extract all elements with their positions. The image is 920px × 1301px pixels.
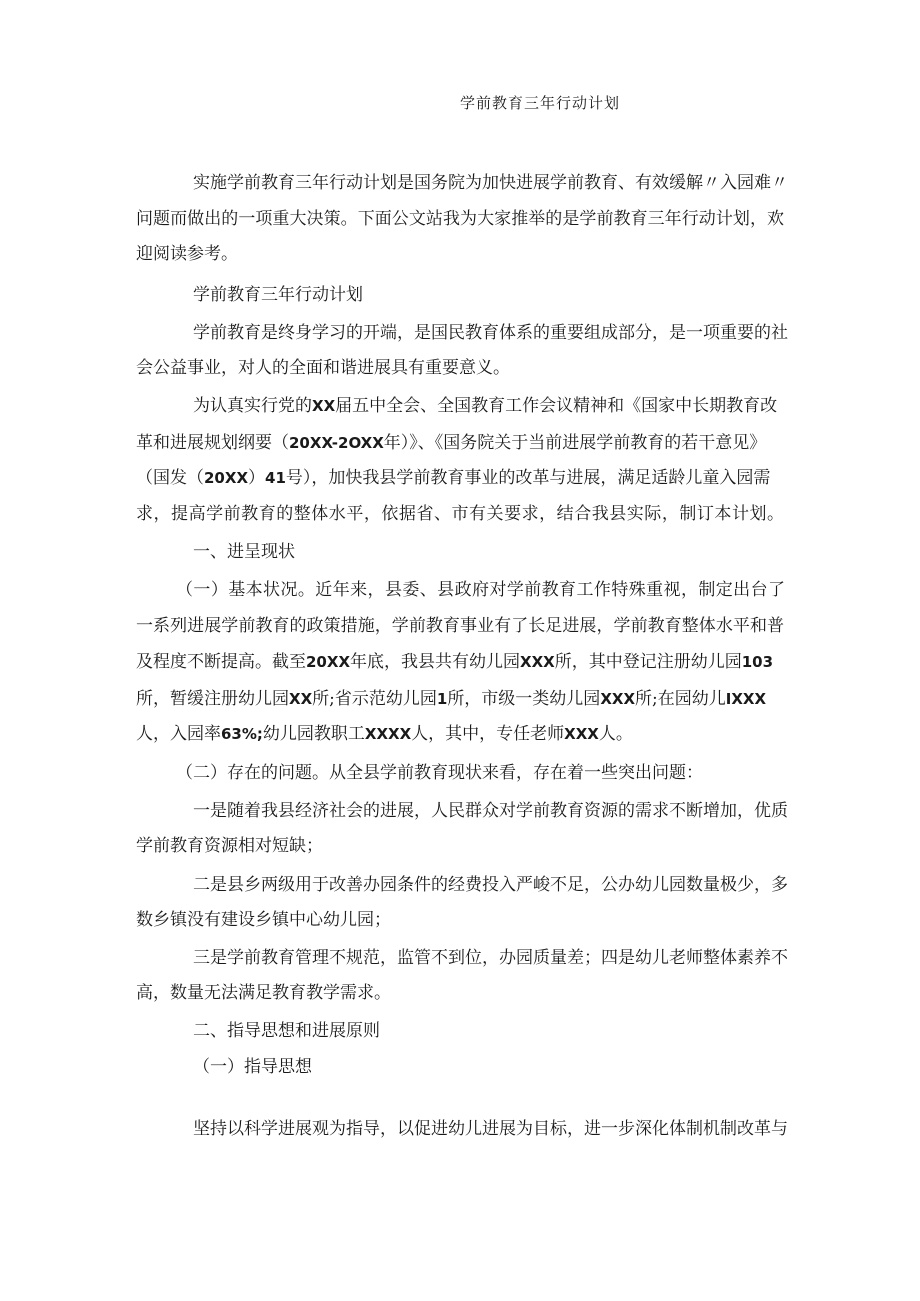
paragraph-line: 所，暂缓注册幼儿园XX所;省示范幼儿园1所，市级一类幼儿园XXX所;在园幼儿IXXX (136, 689, 767, 709)
paragraph-line: 一是随着我县经济社会的进展，人民群众对学前教育资源的需求不断增加，优质 (193, 801, 788, 821)
paragraph-line: 革和进展规划纲要（20XX-2OXX年）》、《国务院关于当前进展学前教育的若干意见》 (136, 433, 767, 453)
paragraph-line: 三是学前教育管理不规范，监管不到位，办园质量差；四是幼儿老师整体素养不 (193, 948, 788, 968)
paragraph-line: 会公益事业，对人的全面和谐进展具有重要意义。 (136, 358, 510, 378)
paragraph-line: 学前教育是终身学习的开端，是国民教育体系的重要组成部分，是一项重要的社 (193, 323, 788, 343)
section-heading: 二、指导思想和进展原则 (193, 1021, 380, 1041)
paragraph-line: 迎阅读参考。 (136, 244, 238, 264)
paragraph-line: 问题而做出的一项重大决策。下面公文站我为大家推举的是学前教育三年行动计划，欢 (136, 209, 784, 229)
paragraph-line: 高，数量无法满足教育教学需求。 (136, 983, 391, 1003)
document-title: 学前教育三年行动计划 (459, 94, 620, 112)
paragraph-line: （国发（20XX）41号），加快我县学前教育事业的改革与进展，满足适龄儿童入园需 (136, 468, 771, 488)
section-heading: 一、进呈现状 (193, 542, 295, 562)
paragraph-line: 人，入园率63%;幼儿园教职工XXXX人，其中，专任老师XXX人。 (136, 724, 633, 744)
paragraph-line: 数乡镇没有建设乡镇中心幼儿园； (136, 910, 391, 930)
subsection-heading: （一）指导思想 (193, 1057, 312, 1077)
paragraph-line: 一系列进展学前教育的政策措施，学前教育事业有了长足进展，学前教育整体水平和普 (136, 616, 784, 636)
section-heading: 学前教育三年行动计划 (193, 285, 363, 305)
paragraph-line: 实施学前教育三年行动计划是国务院为加快进展学前教育、有效缓解〃入园难〃 (193, 173, 788, 193)
paragraph-line: 二是县乡两级用于改善办园条件的经费投入严峻不足，公办幼儿园数量极少，多 (193, 875, 788, 895)
paragraph-line: 学前教育资源相对短缺； (136, 836, 323, 856)
paragraph-line: （二）存在的问题。从全县学前教育现状来看，存在着一些突出问题： (176, 763, 703, 783)
paragraph-line: 坚持以科学进展观为指导，以促进幼儿进展为目标，进一步深化体制机制改革与 (193, 1119, 788, 1139)
paragraph-line: 为认真实行党的XX届五中全会、全国教育工作会议精神和《国家中长期教育改 (193, 396, 778, 416)
paragraph-line: 及程度不断提高。截至20XX年底，我县共有幼儿园XXX所，其中登记注册幼儿园103 (136, 652, 774, 672)
paragraph-line: （一）基本状况。近年来，县委、县政府对学前教育工作特殊重视，制定出台了 (176, 580, 785, 600)
paragraph-line: 求，提高学前教育的整体水平，依据省、市有关要求，结合我县实际，制订本计划。 (136, 504, 784, 524)
